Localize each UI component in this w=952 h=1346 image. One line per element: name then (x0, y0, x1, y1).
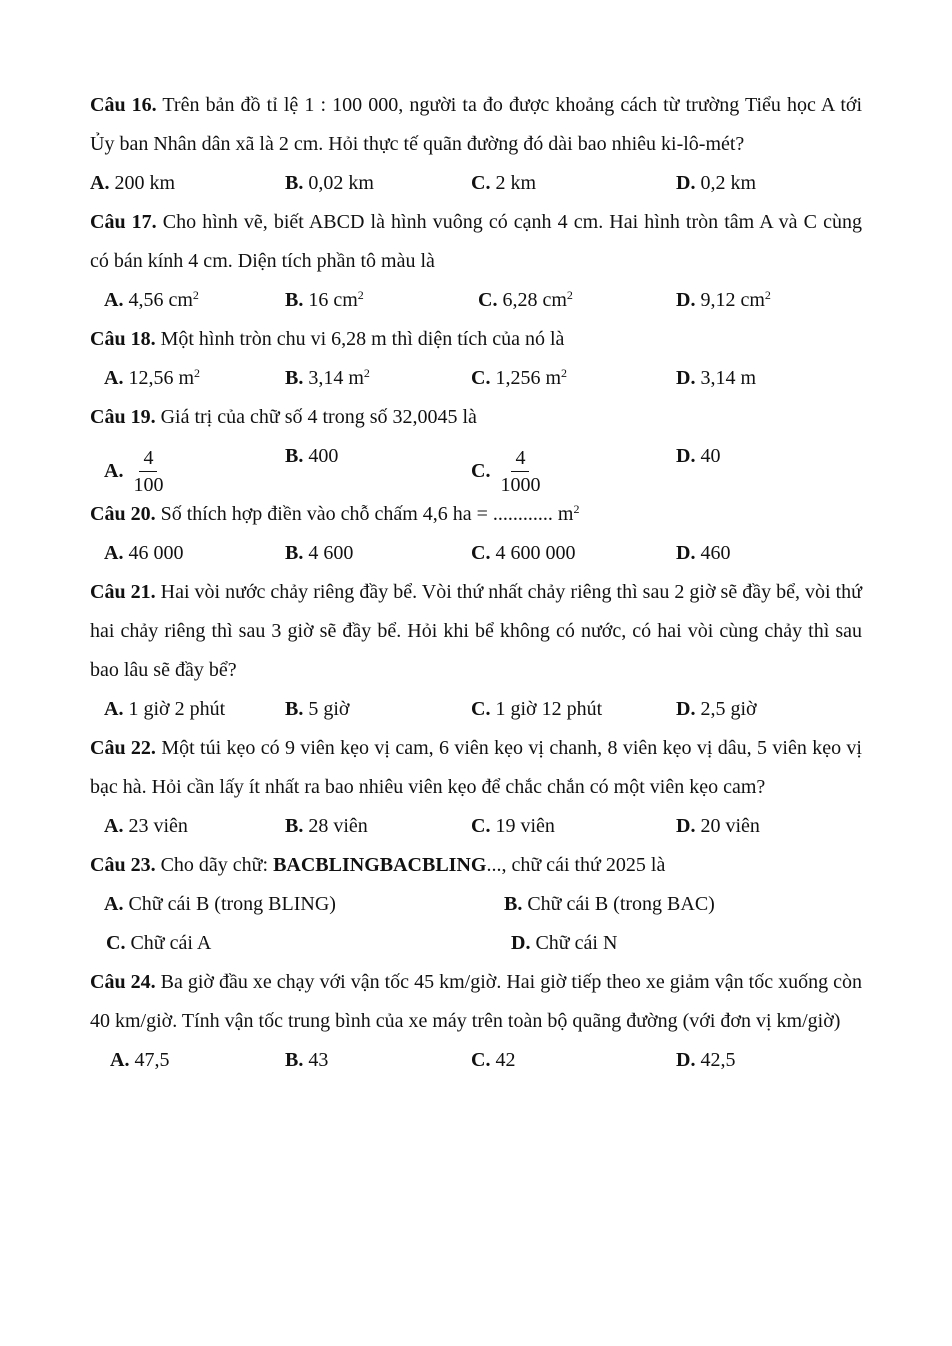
option-a[interactable]: A. 46 000 (104, 542, 184, 564)
question-18 (90, 320, 862, 398)
question-17 (90, 203, 862, 320)
option-c[interactable]: C. 42 (471, 1049, 516, 1071)
option-d[interactable]: D. Chữ cái N (511, 932, 618, 954)
question-22 (90, 729, 862, 846)
question-text: Câu 16. Trên bản đồ tỉ lệ 1 : 100 000, người ta đo được khoảng cách từ trường Tiểu học A tới Ủy ban Nhân dân xã là 2 cm. Hỏi thực tế quãn đường đó dài bao nhiêu ki-lô-mét? (90, 94, 863, 155)
answer-options (90, 437, 862, 495)
option-a[interactable]: A. 23 viên (104, 815, 188, 837)
question-24 (90, 963, 862, 1080)
question-number: Câu 24. (90, 971, 156, 993)
question-23 (90, 846, 862, 963)
question-19 (90, 398, 862, 495)
fraction: $\frac{4}{100}$ (133, 447, 164, 496)
question-16 (90, 86, 862, 203)
option-d[interactable]: D. 40 (676, 445, 721, 467)
option-a[interactable]: A. Chữ cái B (trong BLING) (104, 893, 336, 915)
option-b[interactable]: B. 28 viên (285, 815, 368, 837)
option-b[interactable]: B. Chữ cái B (trong BAC) (504, 893, 715, 915)
answer-options (90, 690, 862, 729)
option-c[interactable]: C. Chữ cái A (106, 932, 212, 954)
answer-options (90, 164, 862, 203)
option-d[interactable]: D. 9,12 $cm^2$ (676, 288, 771, 311)
answer-options (90, 807, 862, 846)
question-number: Câu 19. (90, 406, 156, 428)
option-b[interactable]: B. 43 (285, 1049, 329, 1071)
option-b[interactable]: B. 3,14 $m^2$ (285, 366, 370, 389)
question-text: Câu 17. Cho hình vẽ, biết ABCD là hình vuông có cạnh 4 cm. Hai hình tròn tâm A và C cùng có bán kính 4 cm. Diện tích phần tô màu là (90, 211, 862, 272)
option-b[interactable]: B. 16 $cm^2$ (285, 288, 364, 311)
fraction: $\frac{4}{1000}$ (500, 447, 541, 496)
answer-options (90, 534, 862, 573)
option-d[interactable]: D. 0,2 km (676, 172, 757, 194)
question-number: Câu 17. (90, 211, 157, 233)
option-c[interactable]: C. 6,28 $cm^2$ (478, 288, 573, 311)
option-d[interactable]: D. 2,5 giờ (676, 698, 757, 720)
option-a[interactable]: A. 1 giờ 2 phút (104, 698, 226, 720)
option-b[interactable]: B. 400 (285, 445, 339, 467)
option-c[interactable]: C. 1,256 $m^2$ (471, 366, 568, 389)
question-text: Câu 21. Hai vòi nước chảy riêng đầy bể. Vòi thứ nhất chảy riêng thì sau 2 giờ sẽ đầy bể, vòi thứ hai chảy riêng thì sau 3 giờ sẽ đầy bể. Hỏi khi bể không có nước, có hai vòi cùng chảy thì sau bao lâu sẽ đầy bể? (90, 581, 862, 681)
option-d[interactable]: D. 20 viên (676, 815, 760, 837)
question-number: Câu 22. (90, 737, 156, 759)
question-number: Câu 21. (90, 581, 156, 603)
option-a[interactable]: A. 47,5 (110, 1049, 170, 1071)
question-number: Câu 20. (90, 503, 156, 525)
option-c[interactable]: C. 4 600 000 (471, 542, 576, 564)
option-b[interactable]: B. 0,02 km (285, 172, 374, 194)
option-c[interactable]: C. 19 viên (471, 815, 555, 837)
option-a[interactable]: A. 12,56 $m^2$ (104, 366, 201, 389)
question-text: Câu 20. Số thích hợp điền vào chỗ chấm 4,6 ha = ............ $m^2$ (90, 502, 580, 525)
question-number: Câu 16. (90, 94, 157, 116)
question-20 (90, 495, 862, 573)
answer-options (90, 281, 862, 320)
question-text: Câu 19. Giá trị của chữ số 4 trong số 32,0045 là (90, 406, 477, 428)
answer-options (90, 359, 862, 398)
question-text: Câu 24. Ba giờ đầu xe chạy với vận tốc 45 km/giờ. Hai giờ tiếp theo xe giảm vận tốc xuống còn 40 km/giờ. Tính vận tốc trung bình của xe máy trên toàn bộ quãng đường (với đơn vị km/giờ) (90, 971, 862, 1032)
option-a[interactable]: A. 200 km (90, 172, 176, 194)
option-b[interactable]: B. 5 giờ (285, 698, 350, 720)
exam-page (90, 86, 862, 1080)
question-number: Câu 23. (90, 854, 156, 876)
question-number: Câu 18. (90, 328, 156, 350)
question-text: Câu 18. Một hình tròn chu vi 6,28 m thì diện tích của nó là (90, 328, 565, 350)
option-d[interactable]: D. 460 (676, 542, 731, 564)
option-c[interactable]: C. $\frac{4}{1000}$ (471, 447, 544, 496)
question-text: Câu 23. Cho dãy chữ: BACBLINGBACBLING..., chữ cái thứ 2025 là (90, 854, 666, 876)
answer-options (90, 1041, 862, 1080)
answer-options (90, 924, 862, 963)
option-c[interactable]: C. 1 giờ 12 phút (471, 698, 603, 720)
option-b[interactable]: B. 4 600 (285, 542, 354, 564)
option-d[interactable]: D. 3,14 m (676, 367, 757, 389)
answer-options (90, 885, 862, 924)
option-c[interactable]: C. 2 km (471, 172, 537, 194)
question-text: Câu 22. Một túi kẹo có 9 viên kẹo vị cam, 6 viên kẹo vị chanh, 8 viên kẹo vị dâu, 5 viên kẹo vị bạc hà. Hỏi cần lấy ít nhất ra bao nhiêu viên kẹo để chắc chắn có một viên kẹo cam? (90, 737, 862, 798)
option-a[interactable]: A. 4,56 $cm^2$ (104, 288, 199, 311)
option-a[interactable]: A. $\frac{4}{100}$ (104, 447, 167, 496)
question-21 (90, 573, 862, 729)
option-d[interactable]: D. 42,5 (676, 1049, 736, 1071)
